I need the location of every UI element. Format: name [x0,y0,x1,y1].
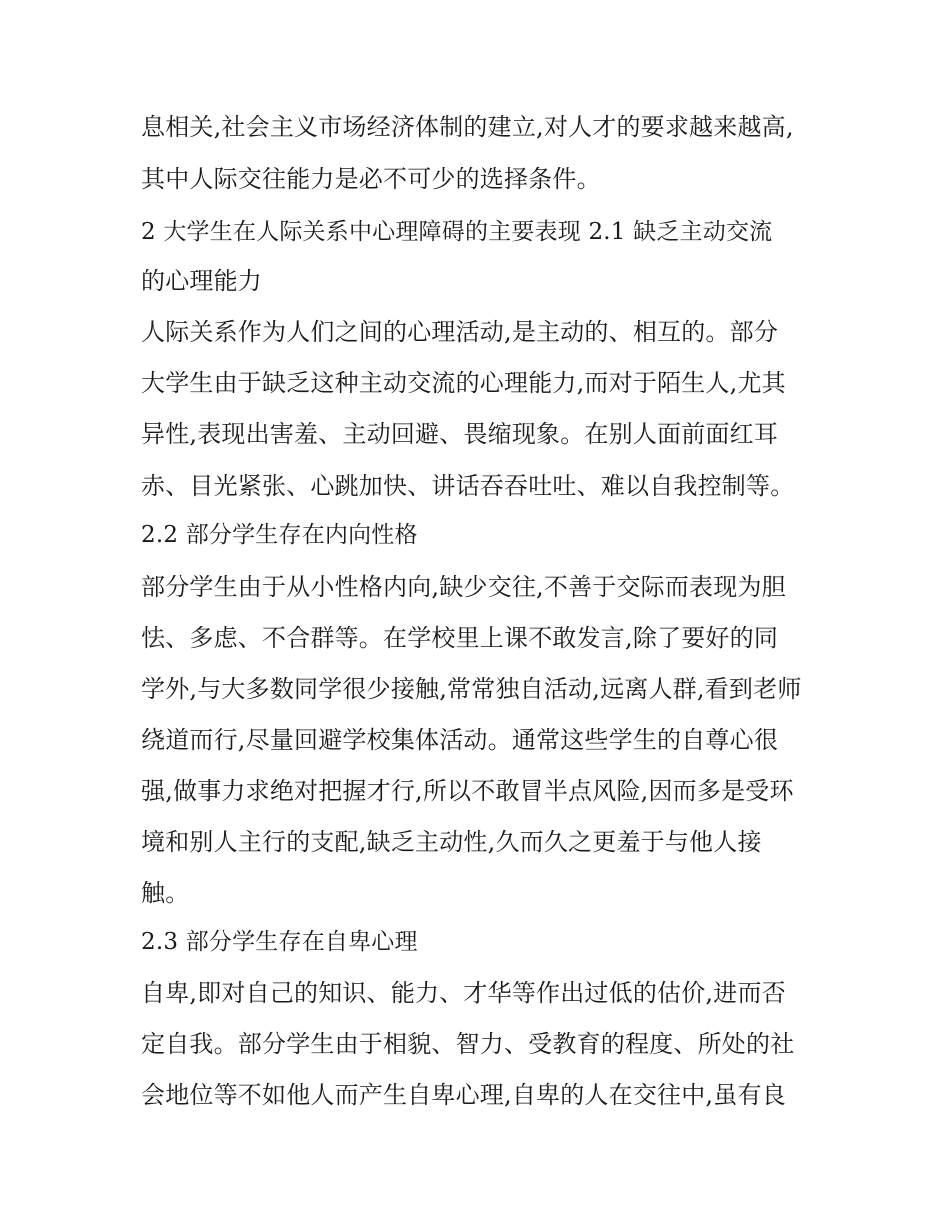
text-line: 异性,表现出害羞、主动回避、畏缩现象。在别人面前面红耳 [141,420,779,448]
text-line: 怯、多虑、不合群等。在学校里上课不敢发言,除了要好的同 [141,624,779,652]
text-line: 境和别人主行的支配,缺乏主动性,久而久之更羞于与他人接 [141,828,762,856]
text-line: 触。 [141,879,190,907]
section-heading: 2.2 部分学生存在内向性格 [141,522,418,548]
text-line: 人际关系作为人们之间的心理活动,是主动的、相互的。部分 [141,318,779,346]
section-heading: 2 大学生在人际关系中心理障碍的主要表现 2.1 缺乏主动交流 [141,219,773,245]
text-line: 定自我。部分学生由于相貌、智力、受教育的程度、所处的社 [141,1030,795,1058]
text-line: 息相关,社会主义市场经济体制的建立,对人才的要求越来越高, [141,113,794,141]
text-line: 赤、目光紧张、心跳加快、讲话吞吞吐吐、难以自我控制等。 [141,472,795,500]
text-line: 学外,与大多数同学很少接触,常常独自活动,远离人群,看到老师 [141,675,802,703]
text-line: 大学生由于缺乏这种主动交流的心理能力,而对于陌生人,尤其 [141,369,786,397]
text-line: 部分学生由于从小性格内向,缺少交往,不善于交际而表现为胆 [141,573,786,601]
text-line: 强,做事力求绝对把握才行,所以不敢冒半点风险,因而多是受环 [141,777,794,805]
text-line: 自卑,即对自己的知识、能力、才华等作出过低的估价,进而否 [141,979,786,1007]
text-line: 会地位等不如他人而产生自卑心理,自卑的人在交往中,虽有良 [141,1081,786,1109]
text-line: 绕道而行,尽量回避学校集体活动。通常这些学生的自尊心很 [141,726,779,754]
section-heading-continued: 的心理能力 [141,267,262,295]
section-heading: 2.3 部分学生存在自卑心理 [141,929,418,955]
text-line: 其中人际交往能力是必不可少的选择条件。 [141,165,601,193]
